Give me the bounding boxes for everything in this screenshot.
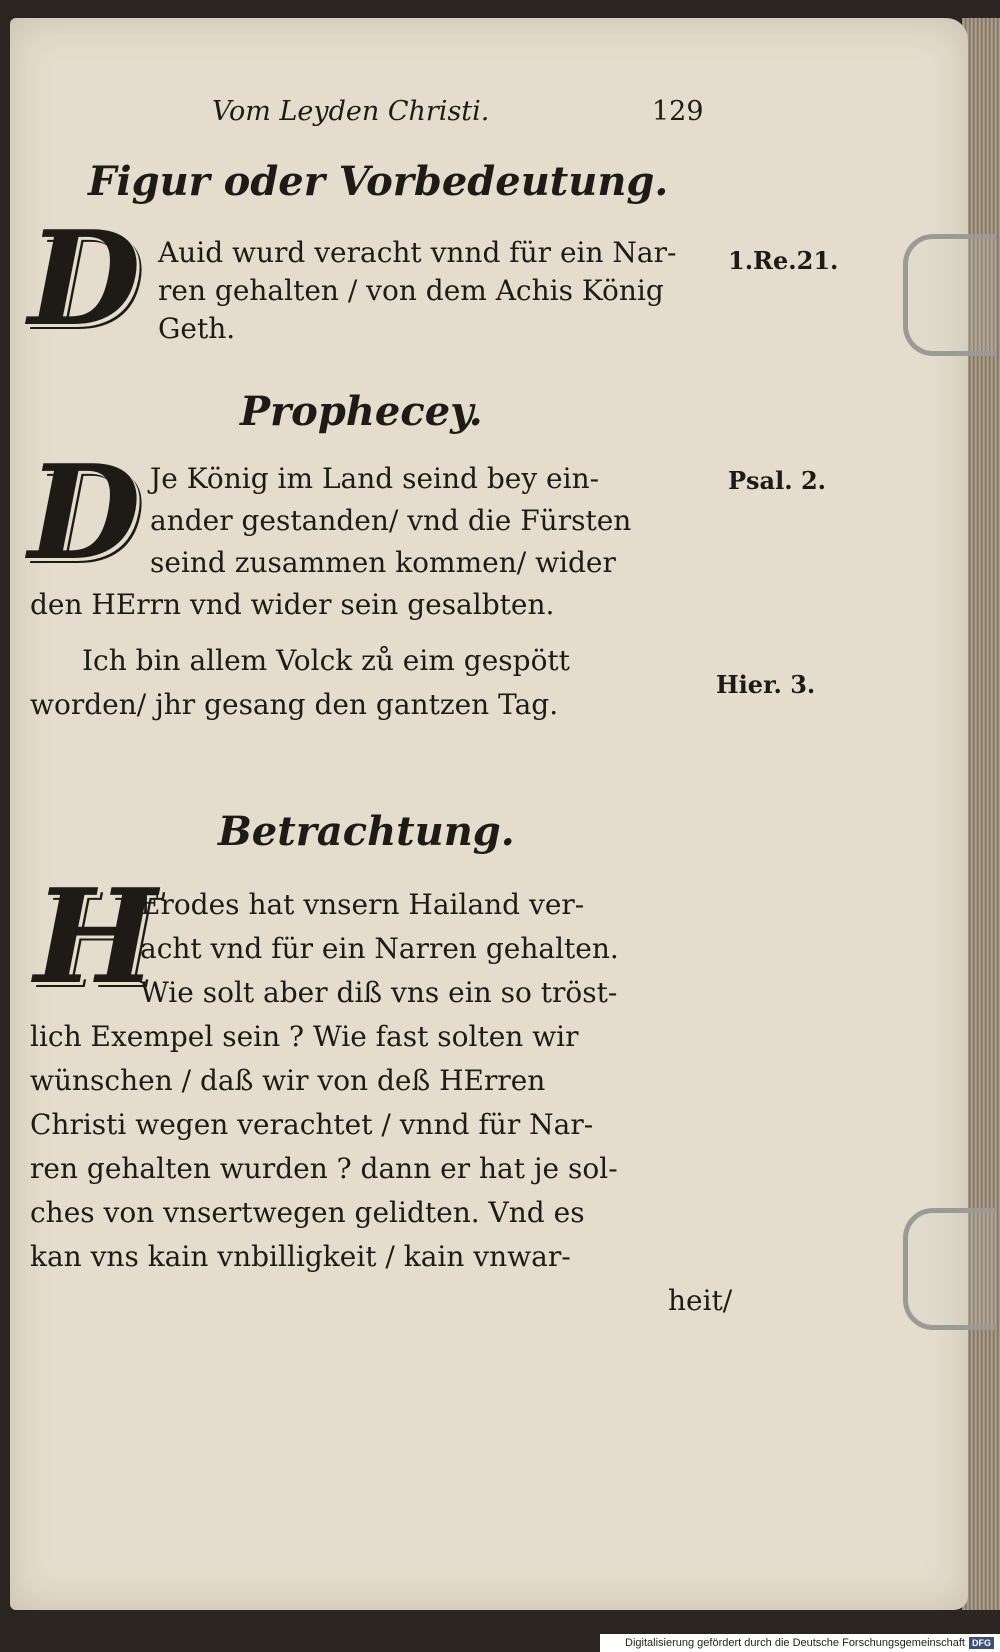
drop-cap-figur: D — [28, 202, 141, 355]
text-line: Je König im Land seind bey ein- — [150, 462, 600, 495]
margin-note-prophecey-1: Psal. 2. — [728, 466, 826, 495]
text-line: lich Exempel sein ? Wie fast solten wir — [30, 1020, 579, 1053]
text-line: ches von vnsertwegen gelidten. Vnd es — [30, 1196, 585, 1229]
drop-cap-prophecey: D — [28, 436, 141, 589]
text-line: Wie solt aber diß vns ein so tröst- — [140, 976, 618, 1009]
text-line: ren gehalten / von dem Achis König — [158, 274, 664, 307]
catchword: heit/ — [668, 1284, 733, 1317]
text-line: Auid wurd veracht vnnd für ein Nar- — [158, 236, 677, 269]
footer-credit-bar — [600, 1634, 1000, 1652]
page-number: 129 — [652, 96, 704, 127]
running-title: Vom Leyden Christi. — [212, 96, 490, 127]
text-line: Christi wegen verachtet / vnnd für Nar- — [30, 1108, 594, 1141]
drop-cap-betrachtung: H — [34, 860, 157, 1013]
text-line: wünschen / daß wir von deß HErren — [30, 1064, 546, 1097]
footer-credit: Digitalisierung gefördert durch die Deutsche Forschungsgemeinschaft — [625, 1637, 965, 1649]
text-line: seind zusammen kommen/ wider — [150, 546, 616, 579]
book-clip-top — [903, 234, 996, 356]
text-line: kan vns kain vnbilligkeit / kain vnwar- — [30, 1240, 571, 1273]
margin-note-figur: 1.Re.21. — [728, 246, 839, 275]
text-line: ren gehalten wurden ? dann er hat je sol- — [30, 1152, 618, 1185]
text-line: Erodes hat vnsern Hailand ver- — [140, 888, 585, 921]
text-line: acht vnd für ein Narren gehalten. — [140, 932, 619, 965]
book-clip-bottom — [903, 1208, 996, 1330]
heading-betrachtung: Betrachtung. — [218, 808, 515, 855]
text-line: den HErrn vnd wider sein gesalbten. — [30, 588, 555, 621]
text-line: Geth. — [158, 312, 236, 345]
heading-prophecey: Prophecey. — [240, 388, 483, 435]
text-line: ander gestanden/ vnd die Fürsten — [150, 504, 632, 537]
text-line: Ich bin allem Volck zů eim gespött — [82, 644, 570, 677]
heading-figur: Figur oder Vorbedeutung. — [88, 158, 669, 205]
dfg-logo-icon: DFG — [969, 1637, 994, 1649]
margin-note-prophecey-2: Hier. 3. — [716, 670, 816, 699]
text-line: worden/ jhr gesang den gantzen Tag. — [30, 688, 559, 721]
